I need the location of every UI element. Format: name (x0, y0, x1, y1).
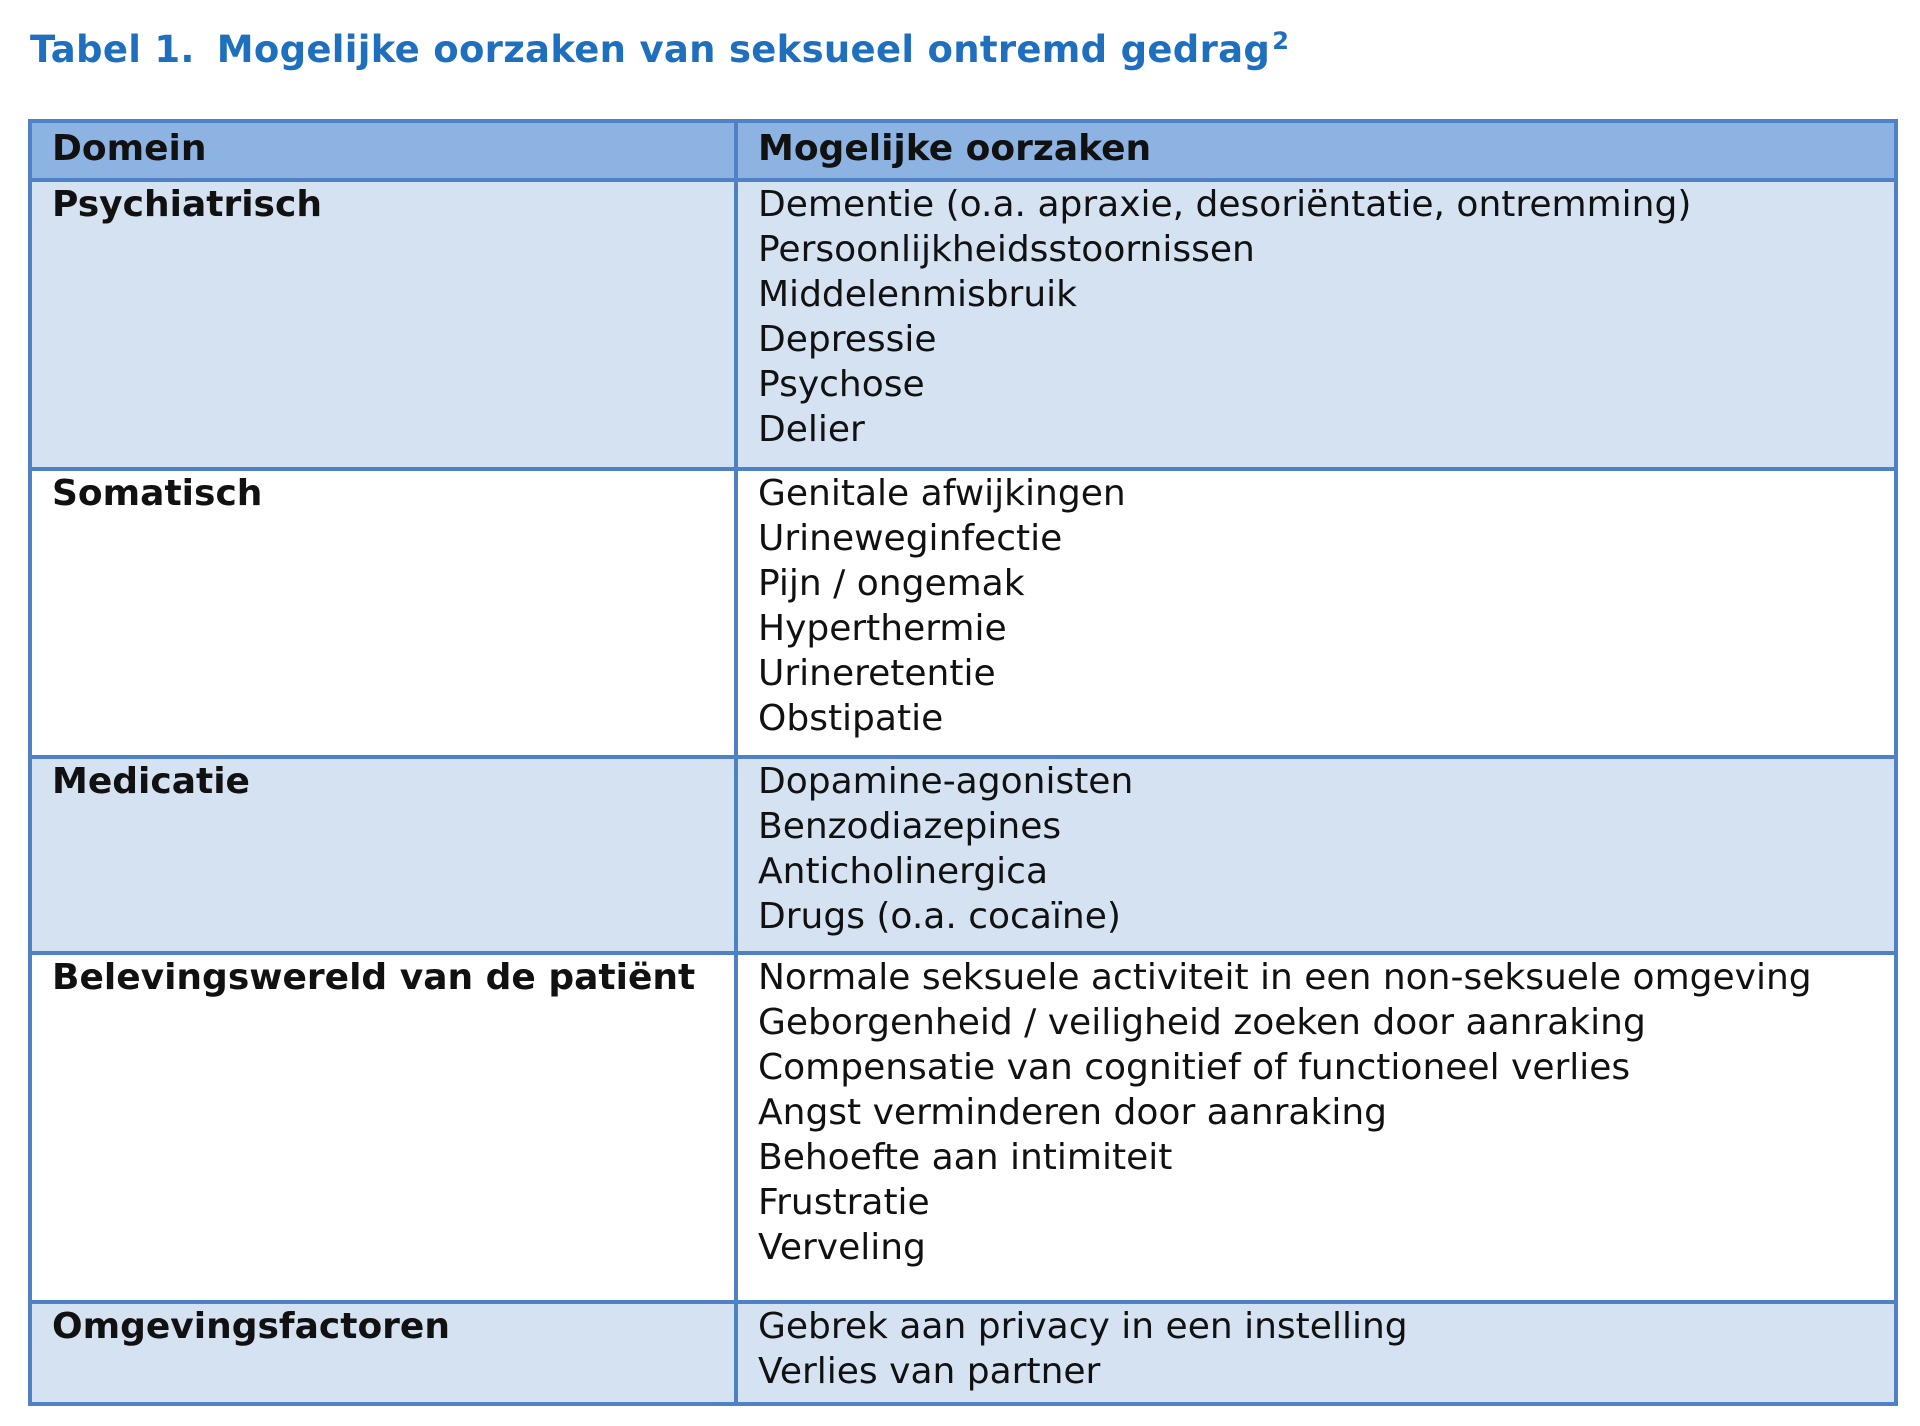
table-row (30, 180, 1896, 469)
table-title (30, 28, 1289, 71)
table-row (30, 953, 1896, 1302)
causes-cell (736, 469, 1896, 757)
list-item: Depressie (758, 319, 937, 360)
list-item: Normale seksuele activiteit in een non-seksuele omgeving (758, 957, 1812, 998)
list-item: Frustratie (758, 1182, 930, 1223)
list-item: Middelenmisbruik (758, 274, 1078, 315)
list-item: Geborgenheid / veiligheid zoeken door aanraking (758, 1002, 1646, 1043)
list-item: Verveling (758, 1227, 926, 1268)
footnote-reference: 2 (1272, 26, 1290, 55)
list-item: Pijn / ongemak (758, 563, 1025, 604)
causes-cell (736, 953, 1896, 1302)
list-item: Persoonlijkheidsstoornissen (758, 229, 1255, 270)
table-row (30, 1302, 1896, 1404)
list-item: Delier (758, 409, 865, 450)
domain-cell: Medicatie (30, 757, 736, 953)
domain-cell: Somatisch (30, 469, 736, 757)
list-item: Dopamine-agonisten (758, 761, 1134, 802)
list-item: Compensatie van cognitief of functioneel verlies (758, 1047, 1631, 1088)
table-number: Tabel 1. (30, 28, 195, 71)
domain-cell: Psychiatrisch (30, 180, 736, 469)
table-row (30, 469, 1896, 757)
causes-cell (736, 1302, 1896, 1404)
list-item: Dementie (o.a. apraxie, desoriëntatie, ontremming) (758, 184, 1692, 225)
list-item: Obstipatie (758, 698, 944, 739)
header-domain: Domein (30, 121, 736, 180)
list-item: Hyperthermie (758, 608, 1007, 649)
causes-cell (736, 757, 1896, 953)
cause-list (758, 471, 1876, 741)
domain-cell: Omgevingsfactoren (30, 1302, 736, 1404)
causes-cell (736, 180, 1896, 469)
cause-list (758, 759, 1876, 939)
cause-list (758, 182, 1876, 452)
list-item: Angst verminderen door aanraking (758, 1092, 1387, 1133)
list-item: Drugs (o.a. cocaïne) (758, 896, 1121, 937)
header-causes: Mogelijke oorzaken (736, 121, 1896, 180)
list-item: Benzodiazepines (758, 806, 1062, 847)
cause-list (758, 955, 1876, 1270)
table-row (30, 757, 1896, 953)
table-header (30, 121, 1896, 180)
causes-table (28, 119, 1898, 1406)
list-item: Verlies van partner (758, 1351, 1101, 1392)
list-item: Urineweginfectie (758, 518, 1063, 559)
list-item: Psychose (758, 364, 925, 405)
list-item: Gebrek aan privacy in een instelling (758, 1306, 1408, 1347)
list-item: Behoefte aan intimiteit (758, 1137, 1173, 1178)
domain-cell: Belevingswereld van de patiënt (30, 953, 736, 1302)
list-item: Genitale afwijkingen (758, 473, 1126, 514)
header-row (30, 121, 1896, 180)
table-title-text: Mogelijke oorzaken van seksueel ontremd gedrag (216, 28, 1271, 71)
cause-list (758, 1304, 1876, 1394)
list-item: Urineretentie (758, 653, 996, 694)
list-item: Anticholinergica (758, 851, 1049, 892)
